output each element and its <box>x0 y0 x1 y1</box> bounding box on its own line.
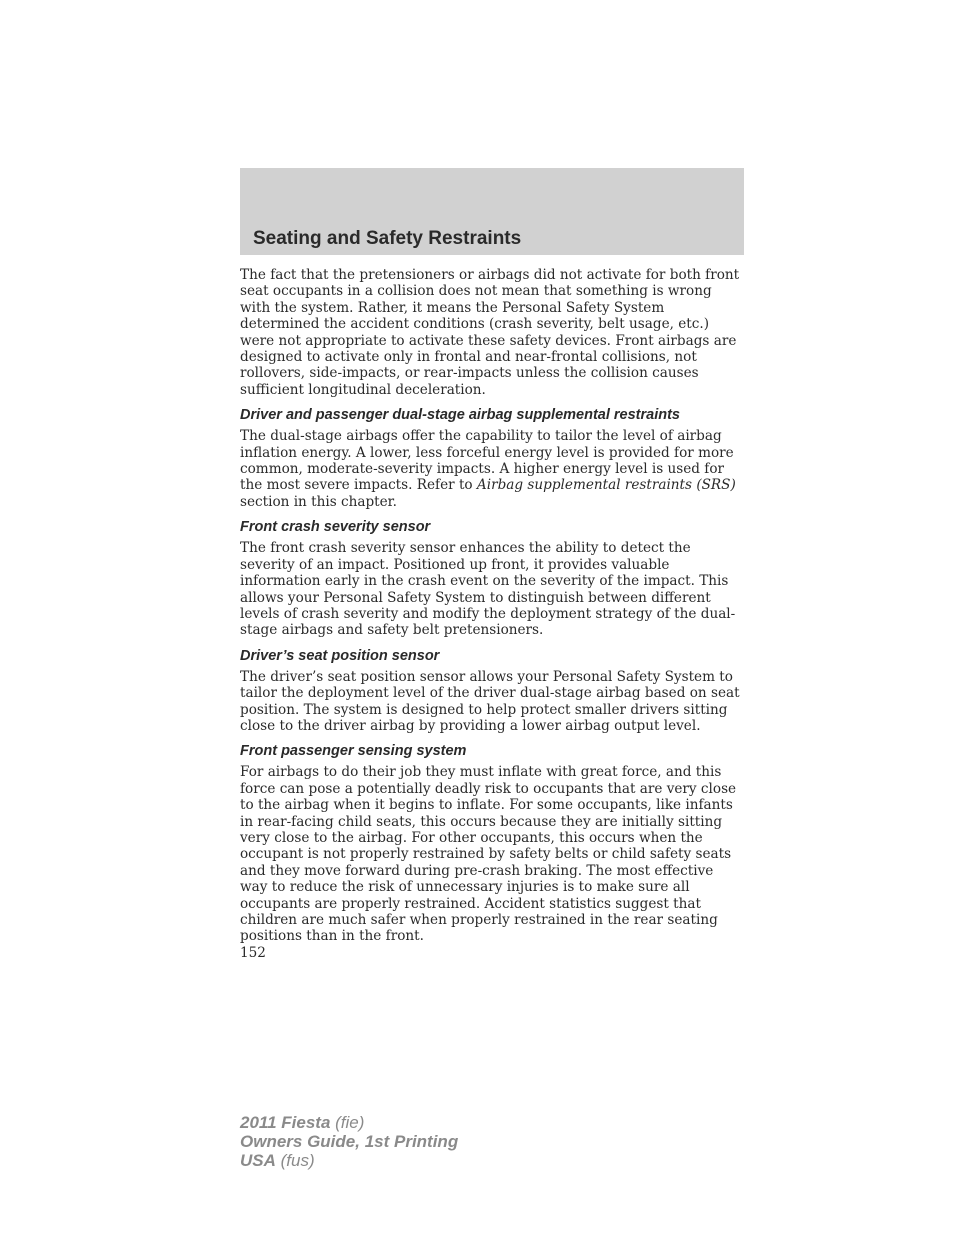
paragraph-front-crash-severity-sensor: The front crash severity sensor enhances the ability to detect the severity of an impact. Positioned up front, it provides valuable information early in the crash event on the severity of the impact. This allows your Personal Safety System to distinguish between different levels of crash severity and modify the deployment strategy of the dual-stage airbags and safety belt pretensioners. <box>240 540 736 639</box>
cross-reference: Airbag supplemental restraints (SRS) <box>476 477 736 494</box>
heading-dual-stage-airbag: Driver and passenger dual-stage airbag supplemental restraints <box>240 407 680 424</box>
heading-front-crash-severity-sensor: Front crash severity sensor <box>240 519 431 536</box>
document-footer <box>240 1113 458 1170</box>
footer-line-market <box>240 1151 458 1170</box>
footer-line-model <box>240 1113 458 1132</box>
section-header-band <box>240 168 744 255</box>
page-number: 152 <box>240 944 266 961</box>
footer-model: 2011 Fiesta <box>240 1113 331 1132</box>
paragraph-text: The dual-stage airbags offer the capability to tailor the level of airbag inflation energy. A lower, less forceful energy level is provided for more common, moderate-severity impacts. A higher energy level is used for the most severe impacts. Refer to <box>240 428 734 494</box>
footer-market-code: (fus) <box>275 1151 315 1170</box>
footer-market: USA <box>240 1151 276 1170</box>
paragraph-front-passenger-sensing-system: For airbags to do their job they must inflate with great force, and this force can pose a potentially deadly risk to occupants that are very close to the airbag when it begins to inflate. For some occupants, like infants in rear-facing child seats, this occurs because they are initially sitting very close to the airbag. For other occupants, this occurs when the occupant is not properly restrained by safety belts or child safety seats and they move forward during pre-crash braking. The most effective way to reduce the risk of unnecessary injuries is to make sure all occupants are properly restrained. Accident statistics suggest that children are much safer when properly restrained in the rear seating positions than in the front. <box>240 764 737 945</box>
paragraph-text: section in this chapter. <box>240 493 397 510</box>
heading-driver-seat-position-sensor: Driver’s seat position sensor <box>240 647 440 664</box>
page-content <box>240 267 744 961</box>
footer-line-guide: Owners Guide, 1st Printing <box>240 1132 459 1151</box>
heading-front-passenger-sensing-system: Front passenger sensing system <box>240 743 467 760</box>
paragraph-driver-seat-position-sensor: The driver’s seat position sensor allows your Personal Safety System to tailor the deployment level of the driver dual-stage airbag based on seat position. The system is designed to help protect smaller drivers sitting close to the driver airbag by providing a lower airbag output level. <box>240 668 740 734</box>
section-title: Seating and Safety Restraints <box>253 228 522 249</box>
footer-model-code: (fie) <box>330 1113 365 1132</box>
paragraph-dual-stage-airbag <box>240 428 744 510</box>
intro-paragraph: The fact that the pretensioners or airbags did not activate for both front seat occupants in a collision does not mean that something is wrong with the system. Rather, it means the Personal Safety System determined the accident conditions (crash severity, belt usage, etc.) were not appropriate to activate these safety devices. Front airbags are designed to activate only in frontal and near-frontal collisions, not rollovers, side-impacts, or rear-impacts unless the collision causes sufficient longitudinal deceleration. <box>240 267 740 398</box>
